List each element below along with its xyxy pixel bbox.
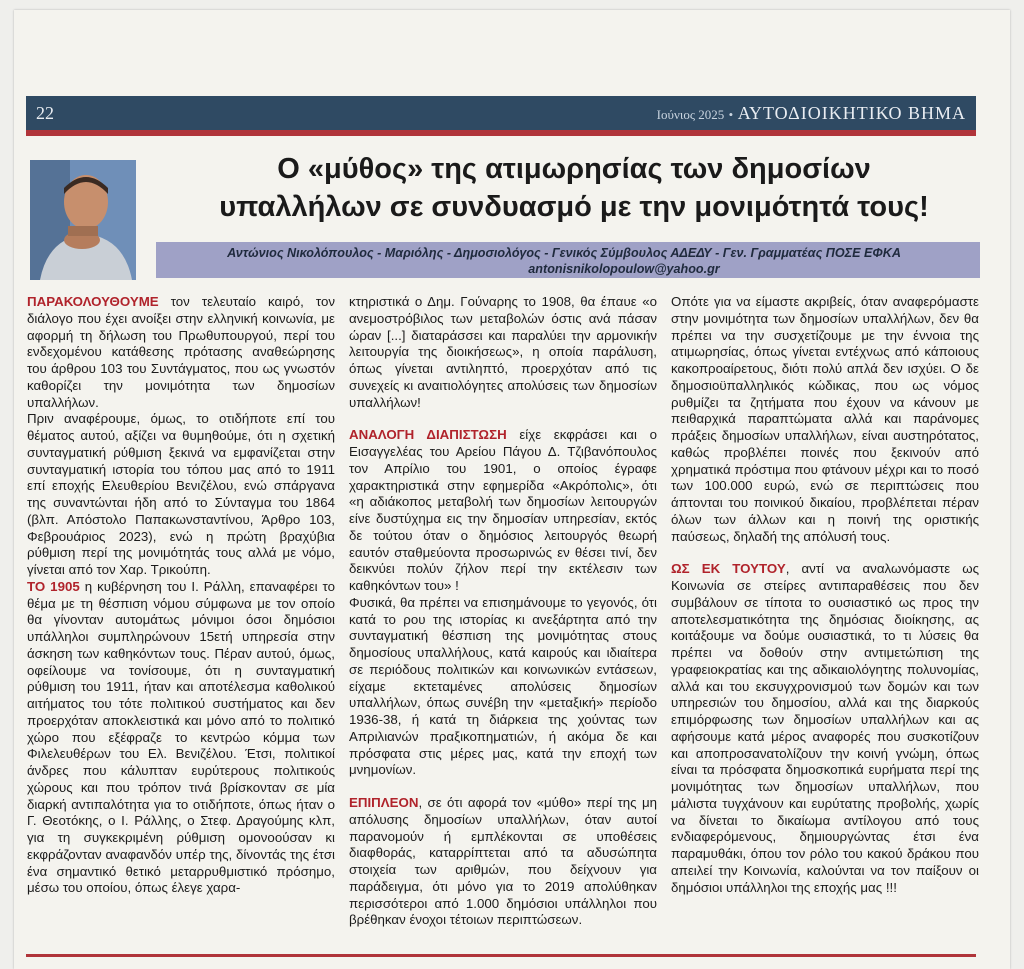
article-column-3	[671, 294, 979, 896]
paragraph	[27, 411, 335, 579]
lead-word: ΩΣ ΕΚ ΤΟΥΤΟΥ	[671, 561, 786, 577]
paragraph	[671, 294, 979, 545]
author-line: Αντώνιος Νικολόπουλος - Μαριόλης - Δημοσιολόγος - Γενικός Σύμβουλος ΑΔΕΔΥ - Γεν. Γραμματέας ΠΟΣΕ ΕΦΚΑ	[227, 246, 901, 260]
paragraph	[27, 579, 335, 897]
paragraph-text: Οπότε για να είμαστε ακριβείς, όταν αναφερόμαστε στην μονιμότητα των δημοσίων υπαλλήλων, δεν θα πρέπει να την συσχετίζουμε με την έννοια της ατιμωρησίας, όπως γίνεται εντέχνως από κάποιους κακοπροαίρετους, διότι πολύ απλά δεν ισχύει. Ο δε δημοσιοϋπαλληλικός κώδικας, που ως νόμος ρυθμίζει τα ζητήματα που έχουν να κάνουν με πειθαρχικά παραπτώματα αλλά και παράνομες πράξεις δημοσίων υπαλλήλων, είναι αυστηρότατος, καθώς προβλέπει ποινές που ξεκινούν από χρηματικά πρόστιμα που φτάνουν μέχρι και το ποσό των 100.000 ευρώ, ενώ σε περιπτώσεις που άπτονται του ποινικού δικαίου, προβλέπεται πέραν όλων των άλλων και η ποινή της οριστικής παύσεως, δηλαδή της απόλυσή τους.	[671, 294, 979, 544]
article-body	[27, 294, 985, 954]
lead-word: ΑΝΑΛΟΓΗ ΔΙΑΠΙΣΤΩΣΗ	[349, 427, 507, 443]
page-header	[26, 96, 976, 130]
article-title-line-2: υπαλλήλων σε συνδυασμό με την μονιμότητά τους!	[219, 191, 929, 223]
paragraph-text: η κυβέρνηση του Ι. Ράλλη, επαναφέρει το θέμα με τη θέσπιση νόμου σύμφωνα με τον οποίο θα γίνονταν αυτομάτως μόνιμοι όσοι δημόσιοι υπάλληλοι συμπληρώνουν 15ετή υπηρεσία στην άσκηση των καθηκόντων τους. Πέραν αυτού, όμως, οφείλουμε να τονίσουμε, ότι η συνταγματική ρύθμιση του 1911, ήταν και αποτέλεσμα καθολικού αιτήματος του τότε πολιτικού συστήματος και δεν προερχόταν αποκλειστικά και μόνο από το πολιτικό χώρο που εξέφραζε το κεντρώο κόμμα των Φιλελευθέρων του Ελ. Βενιζέλου. Έτσι, πολιτικοί άνδρες που κάλυπταν ευρύτερους πολιτικούς χώρους και που τρόπον τινά βρίσκονταν σε μία διαρκή αντιπαλότητα για το οτιδήποτε, όπως ήταν ο Γ. Θεοτόκης, ο Ι. Ράλλης, ο Στεφ. Δραγούμης κλπ, για τη συγκεκριμένη ρύθμιση ομονοούσαν κι εκφράζονταν αναφανδόν υπέρ της, δίνοντάς της έτσι ένα σημαντικό θετικό μεταρρυθμιστικό πρόσημο, μέσω του οποίου, όπως έλεγε χαρα-	[27, 578, 335, 896]
paragraph	[349, 427, 657, 595]
publication-name: ΑΥΤΟΔΙΟΙΚΗΤΙΚΟ ΒΗΜΑ	[737, 102, 966, 123]
paragraph-text: είχε εκφράσει και ο Εισαγγελέας του Αρείου Πάγου Δ. Τζιβανόπουλος τον Απρίλιο του 1901, ο οποίος έγραφε χαρακτηριστικά στην εφημερίδα «Ακρόπολις», ότι «η αδιάκοπος μεταβολή των δημοσίων λειτουργών είνε δυστύχημα εις την δημοσίαν υπηρεσίαν, εκτός δε τούτου όταν ο δημόσιος λειτουργός θεωρή εαυτόν σταθμεύοντα προσωρινώς εν θέσει τινί, δεν δεικνύει πολύν ζήλον περί την εκτέλεσιν των καθηκόντων του» !	[349, 427, 657, 593]
lead-word: ΠΑΡΑΚΟΛΟΥΘΟΥΜΕ	[27, 294, 159, 309]
paragraph	[671, 561, 979, 896]
article-title	[164, 150, 984, 226]
paragraph	[27, 294, 335, 411]
author-photo	[30, 160, 136, 280]
author-portrait-icon	[30, 160, 136, 280]
paragraph-text: Πριν αναφέρουμε, όμως, το οτιδήποτε επί του θέματος αυτού, αξίζει να θυμηθούμε, ότι η σχετική συνταγματική ρύθμιση ξεκινά να εμφανίζεται στην συνταγματική ιστορία του τόπου μας από το 1911 επί εποχής Ελευθερίου Βενιζέλου, ενώ σπάργανα της συναντώνται ήδη από το Σύνταγμα του 1864 (βλπ. Απόστολο Παπακωνσταντίνου, Άρθρο 103, Φεβρουάριος 2023), ενώ η πρώτη βραχύβια ρύθμιση περί της μονιμότητάς τους αλλά με νόμο, γίνεται από τον Χαρ. Τρικούπη.	[27, 411, 335, 577]
article-title-line-1: Ο «μύθος» της ατιμωρησίας των δημοσίων	[277, 153, 871, 185]
lead-word: ΤΟ 1905	[27, 578, 80, 594]
header-separator: •	[728, 106, 734, 122]
paragraph	[349, 294, 657, 411]
newspaper-page	[14, 10, 1010, 969]
issue-date: Ιούνιος 2025	[656, 106, 725, 122]
article-column-2	[349, 294, 657, 929]
byline	[156, 242, 980, 278]
paragraph	[349, 795, 657, 929]
paragraph-text: Φυσικά, θα πρέπει να επισημάνουμε το γεγονός, ότι κατά το ρου της ιστορίας κι ανεξάρτητα από την συνταγματική θέσπιση της μονιμότητας στους δημοσίους υπαλλήλους, κατά καιρούς και ιδιαίτερα σε περιόδους πολιτικών και κοινωνικών εντάσεων, είχαμε εκτεταμένες απολύσεις δημοσίων υπαλλήλων, όπως συνέβη την «μεταξική» περίοδο 1936-38, ή κατά τη διάρκεια της χούντας των Απριλιανών πραξικοπηματιών, ή ακόμα δε και πρόσφατα στις μέρες μας, κατά την εποχή των μνημονίων.	[349, 594, 657, 778]
lead-word: ΕΠΙΠΛΕΟΝ	[349, 795, 419, 810]
footer-rule	[26, 954, 976, 957]
paragraph-text: , αντί να αναλωνόμαστε ως Κοινωνία σε στείρες αντιπαραθέσεις που δεν συμβάλουν σε τίποτα το ουσιαστικό ως προς την αποτελεσματικότητα της δημόσιας διοίκησης, ας κοιτάξουμε να δούμε ουσιαστικά, το τι λύσεις θα πρέπει να δοθούν στην αντιμετώπιση της γραφειοκρατίας και της αδικαιολόγητης πολυνομίας, αλλά και του εκσυγχρονισμού των δομών και των υπηρεσιών του δημοσίου, αλλά και της διαρκούς επιμόρφωσης των δημοσίων υπαλλήλων και ας αφήσουμε κατά μέρος αναφορές που συσκοτίζουν και αποπροσανατολίζουν την κοινή γνώμη, όπως είναι τα πρόσφατα δημοσκοπικά ευρήματα περί της μονιμότητας των δημοσίων υπαλλήλων, που μάλιστα τυγχάνουν και ευρύτατης προβολής, χωρίς να δίνεται το δικαίωμα αντίλογου από τους ενδιαφερόμενους, δημιουργώντας έτσι ένα παραμυθάκι, όπου τον ρόλο του κακού δράκου που απειλεί την Κοινωνία, καλούνται να τον παίξουν οι δημόσιοι υπάλληλοι της εποχής μας !!!	[671, 561, 979, 895]
article-column-1	[27, 294, 335, 897]
paragraph-text: , σε ότι αφορά τον «μύθο» περί της μη απόλυσης δημοσίων υπαλλήλων, όταν αυτοί παρανομούν ή εμπλέκονται σε υποθέσεις διαφθοράς, καταρρίπτεται από τα αδυσώπητα στοιχεία των αριθμών, που δείχνουν για παράδειγμα, ότι μόνο για το 2019 απολύθηκαν περισσότεροι από 1.000 δημόσιοι υπάλληλοι που βρέθηκαν ένοχοι τέτοιων περιπτώσεων.	[349, 795, 657, 928]
header-accent-stripe	[26, 130, 976, 136]
page-number: 22	[36, 102, 54, 123]
paragraph-text: τον τελευταίο καιρό, τον διάλογο που έχει ανοίξει στην ελληνική κοινωνία, με αφορμή τη δήλωση του Πρωθυπουργού, περί του ενδεχομένου κατάθεσης πρότασης αναθεώρησης του άρθρου 103 του Συντάγματος, που ως γνωστόν καθορίζει την μονιμότητα των δημοσίων υπαλλήλων.	[27, 294, 335, 410]
paragraph	[349, 595, 657, 779]
author-email: antonisnikolopoulow@yahoo.gr	[528, 262, 720, 276]
paragraph-text: κτηριστικά ο Δημ. Γούναρης το 1908, θα έπαυε «ο ανεμοστρόβιλος των μεταβολών όστις ανά πάσαν ώραν [...] διαταράσσει και παραλύει την αρμονικήν λειτουργία της διοικήσεως», η οποία παράλυση, όπως γίνεται αντιληπτό, προερχόταν από τις συνεχείς κι αναιτιολόγητες απολύσεις των δημοσίων υπαλλήλων!	[349, 294, 657, 410]
